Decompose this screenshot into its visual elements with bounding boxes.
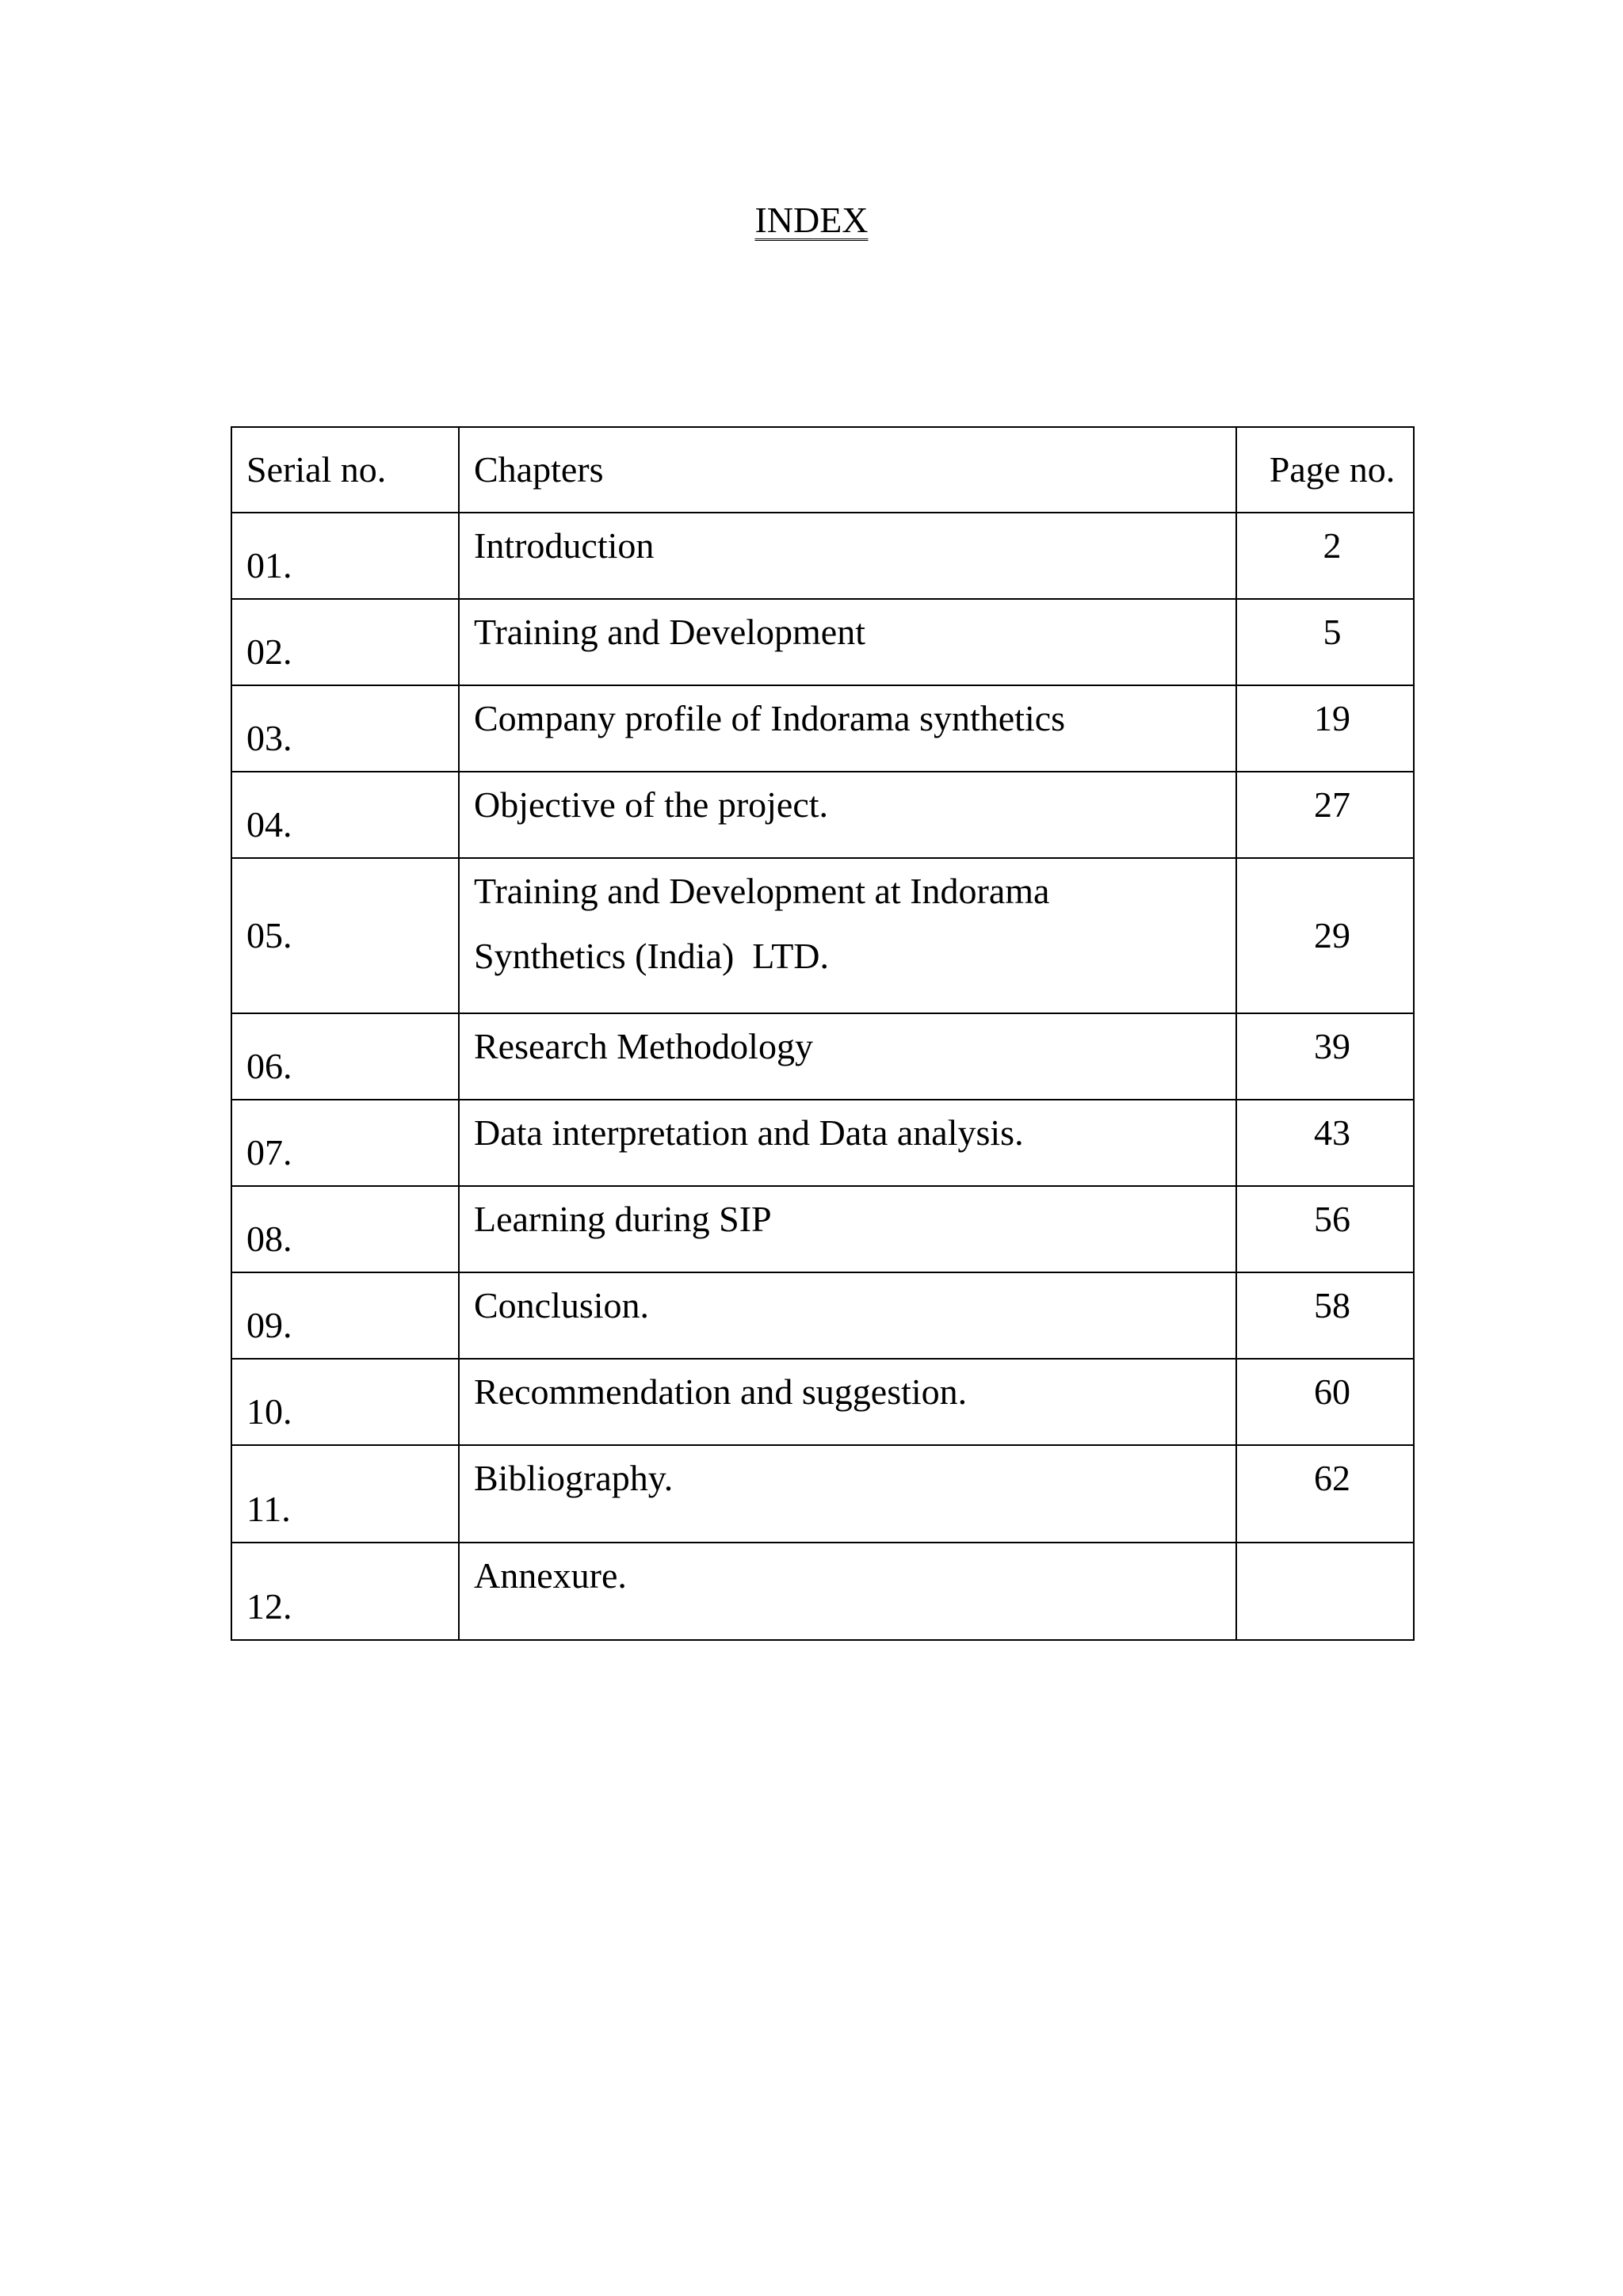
serial-cell: 10.: [231, 1359, 459, 1445]
serial-cell: 04.: [231, 772, 459, 858]
table-row: [231, 1445, 1414, 1543]
chapter-cell: Conclusion.: [459, 1272, 1236, 1359]
header-page: Page no.: [1236, 427, 1414, 513]
page-cell: 58: [1236, 1272, 1414, 1359]
serial-cell: 05.: [231, 858, 459, 1013]
page-cell: [1236, 1543, 1414, 1640]
chapter-cell: Recommendation and suggestion.: [459, 1359, 1236, 1445]
chapter-cell: Training and Development: [459, 599, 1236, 685]
page-cell: 56: [1236, 1186, 1414, 1272]
serial-cell: 09.: [231, 1272, 459, 1359]
chapter-cell: Introduction: [459, 513, 1236, 599]
table-row: [231, 1359, 1414, 1445]
page-cell: 39: [1236, 1013, 1414, 1100]
serial-cell: 01.: [231, 513, 459, 599]
chapter-line: Synthetics (India) LTD.: [474, 936, 830, 976]
chapter-cell: Data interpretation and Data analysis.: [459, 1100, 1236, 1186]
header-chapters: Chapters: [459, 427, 1236, 513]
page-cell: 27: [1236, 772, 1414, 858]
table-row: [231, 1272, 1414, 1359]
chapter-line: Training and Development at Indorama: [474, 871, 1050, 911]
table-row: [231, 1100, 1414, 1186]
index-table: [231, 426, 1415, 1641]
serial-cell: 02.: [231, 599, 459, 685]
serial-cell: 03.: [231, 685, 459, 772]
chapter-cell: Annexure.: [459, 1543, 1236, 1640]
chapter-cell: Company profile of Indorama synthetics: [459, 685, 1236, 772]
serial-cell: 08.: [231, 1186, 459, 1272]
chapter-cell: Learning during SIP: [459, 1186, 1236, 1272]
serial-cell: 12.: [231, 1543, 459, 1640]
page-cell: 60: [1236, 1359, 1414, 1445]
chapter-cell: Objective of the project.: [459, 772, 1236, 858]
table-row: [231, 685, 1414, 772]
table-row: [231, 772, 1414, 858]
page-cell: 62: [1236, 1445, 1414, 1543]
chapter-cell: [459, 858, 1236, 1013]
page-title: INDEX: [754, 200, 869, 240]
serial-cell: 06.: [231, 1013, 459, 1100]
page-cell: 2: [1236, 513, 1414, 599]
chapter-cell: Bibliography.: [459, 1445, 1236, 1543]
page-cell: 29: [1236, 858, 1414, 1013]
table-row: [231, 513, 1414, 599]
page-cell: 5: [1236, 599, 1414, 685]
serial-cell: 11.: [231, 1445, 459, 1543]
chapter-cell: Research Methodology: [459, 1013, 1236, 1100]
page-cell: 43: [1236, 1100, 1414, 1186]
table-row: [231, 599, 1414, 685]
table-row: [231, 1543, 1414, 1640]
table-header-row: [231, 427, 1414, 513]
header-serial: Serial no.: [231, 427, 459, 513]
table-row: [231, 1013, 1414, 1100]
serial-cell: 07.: [231, 1100, 459, 1186]
table-row: [231, 1186, 1414, 1272]
table-row: [231, 858, 1414, 1013]
page-cell: 19: [1236, 685, 1414, 772]
